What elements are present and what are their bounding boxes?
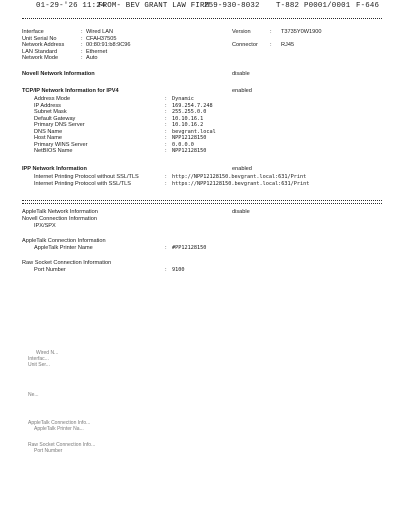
- faint-line-1: Interfac...: [28, 356, 49, 362]
- tcpip-label-7: Primary WINS Server: [34, 141, 88, 148]
- tcpip-label-0: Address Mode: [34, 96, 71, 102]
- fax-pages: P0001/0001: [304, 2, 351, 10]
- ipp-label-0: Internet Printing Protocol without SSL/TLS: [34, 174, 139, 180]
- version-label: Version: [232, 29, 251, 35]
- novell-conn-title: Novell Connection Information: [22, 216, 97, 222]
- divider-middle-2: [22, 203, 382, 204]
- faint-line-6: Raw Socket Connection Info...: [28, 442, 96, 448]
- ipp-title: IPP Network Information: [22, 166, 87, 172]
- version-value: T3735Y0W1900: [281, 29, 322, 35]
- novell-title: Novell Network Information: [22, 71, 95, 77]
- ipp-value-0: http://NPP12128150.bevgrant.local:631/Print: [172, 174, 307, 180]
- fax-from: FROM- BEV GRANT LAW FIRM: [98, 2, 210, 10]
- tcpip-title: TCP/IP Network Information for IPV4: [22, 88, 119, 94]
- ipp-status: enabled: [232, 166, 252, 172]
- appletalk-title: AppleTalk Network Information: [22, 209, 98, 215]
- novell-status: disable: [232, 71, 250, 77]
- tcpip-label-4: Primary DNS Server: [34, 122, 85, 128]
- tcpip-label-5: DNS Name: [34, 128, 63, 135]
- interface-label-1: Unit Serial No: [22, 35, 57, 42]
- raw-socket-title: Raw Socket Connection Information: [22, 260, 112, 266]
- divider-middle-1: [22, 200, 382, 201]
- faint-line-5: AppleTalk Printer Na...: [34, 426, 84, 432]
- faint-line-2: Unit Ser...: [28, 362, 50, 368]
- tcpip-label-1: IP Address: [34, 102, 61, 109]
- interface-label-0: Interface: [22, 29, 44, 35]
- fax-code: T-882: [276, 2, 300, 10]
- tcpip-status: enabled: [232, 88, 252, 94]
- tcpip-value-1: 169.254.7.248: [172, 102, 213, 109]
- fax-phone: 259-930-8032: [204, 2, 260, 10]
- connector-value: RJ45: [281, 42, 295, 48]
- faint-line-4: AppleTalk Connection Info...: [28, 420, 91, 426]
- appletalk-conn-title: AppleTalk Connection Information: [22, 238, 106, 244]
- interface-label-2: Network Address: [22, 42, 65, 48]
- interface-value-1: CFAH37505: [86, 35, 117, 42]
- tcpip-value-7: 0.0.0.0: [172, 141, 194, 148]
- appletalk-conn-label: AppleTalk Printer Name: [34, 245, 93, 251]
- fax-form: F-646: [356, 2, 380, 10]
- tcpip-value-2: 255.255.0.0: [172, 109, 207, 115]
- tcpip-value-8: NPP12128150: [172, 148, 207, 154]
- tcpip-value-6: NPP12128150: [172, 135, 207, 141]
- ipp-label-1: Internet Printing Protocol with SSL/TLS: [34, 181, 132, 187]
- tcpip-value-0: Dynamic: [172, 96, 194, 102]
- interface-value-0: Wired LAN: [86, 29, 114, 35]
- raw-socket-label: Port Number: [34, 267, 66, 273]
- faint-line-0: Wired N...: [36, 350, 59, 356]
- divider-top: [22, 18, 382, 19]
- novell-conn-item: IPX/SPX: [34, 223, 56, 229]
- tcpip-label-6: Host Name: [34, 135, 62, 141]
- interface-value-2: 00:80:91:b8:9C96: [86, 42, 131, 48]
- interface-value-4: Auto: [86, 55, 98, 61]
- tcpip-label-3: Default Gateway: [34, 115, 76, 122]
- tcpip-value-4: 10.10.16.2: [172, 122, 204, 128]
- tcpip-label-8: NetBIOS Name: [34, 148, 73, 154]
- faint-line-7: Port Number: [34, 448, 63, 454]
- raw-socket-value: 9100: [172, 267, 185, 273]
- tcpip-label-2: Subnet Mask: [34, 109, 67, 115]
- interface-label-4: Network Mode: [22, 55, 59, 61]
- faint-line-3: Ne...: [28, 392, 39, 398]
- tcpip-value-5: bevgrant.local: [172, 128, 216, 135]
- ipp-value-1: https://NPP12128150.bevgrant.local:631/Print: [172, 181, 310, 187]
- appletalk-status: disable: [232, 209, 250, 215]
- appletalk-conn-value: #PP12128150: [172, 245, 207, 251]
- connector-label: Connector: [232, 42, 258, 48]
- fax-datetime: 01-29-'26 11:24: [36, 2, 106, 10]
- interface-value-3: Ethernet: [86, 48, 108, 55]
- tcpip-value-3: 10.10.16.1: [172, 115, 204, 122]
- interface-label-3: LAN Standard: [22, 48, 58, 55]
